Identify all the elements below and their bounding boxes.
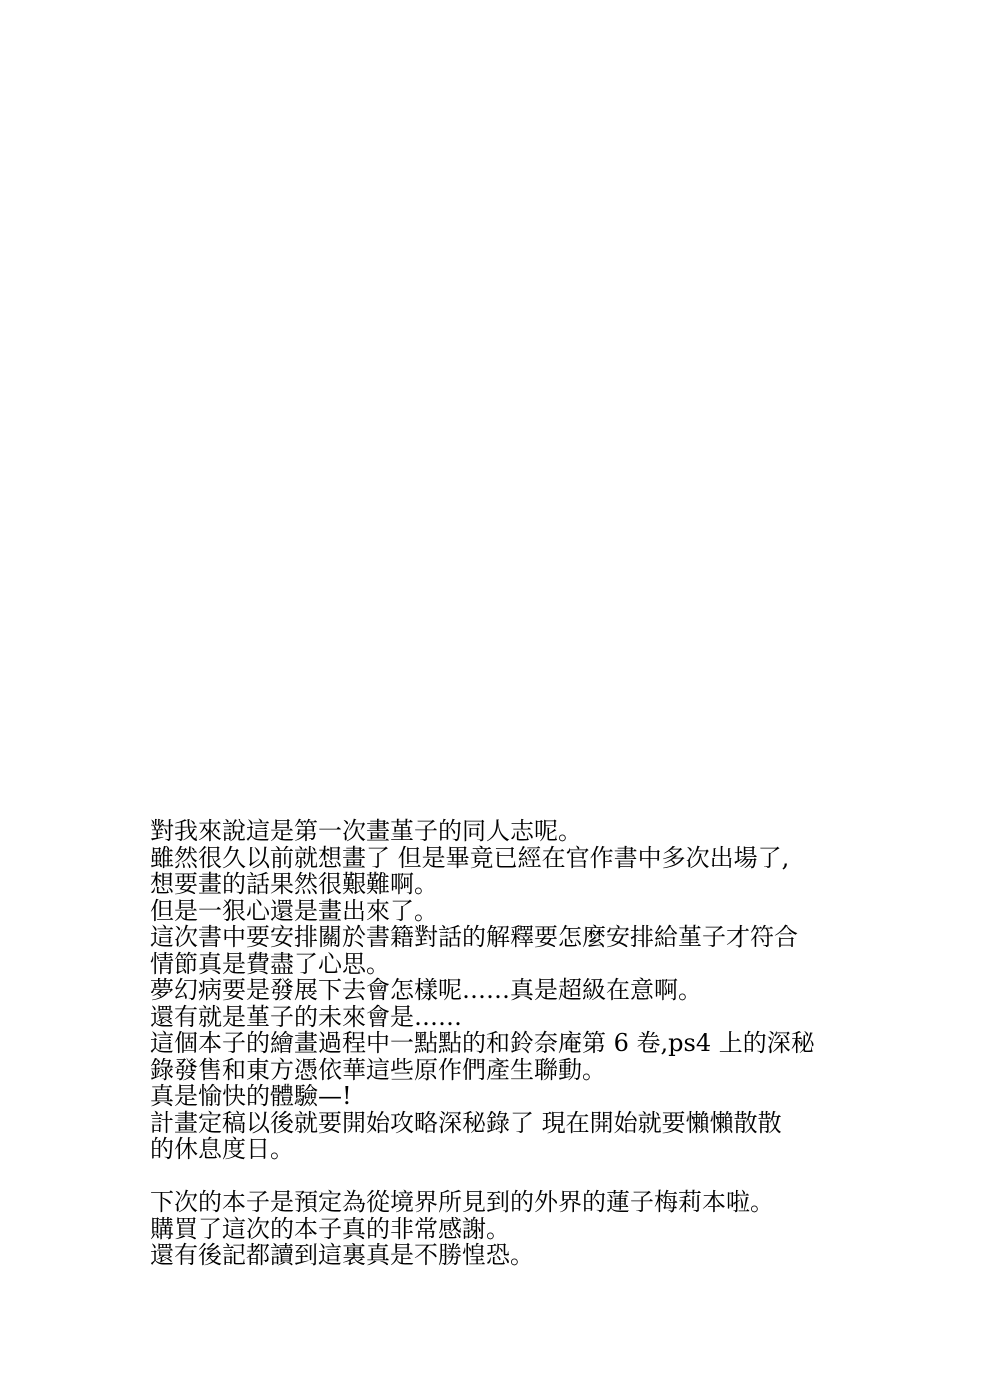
text-line: 這個本子的繪畫過程中一點點的和鈴奈庵第 6 卷,ps4 上的深秘 [150,1029,815,1057]
paragraph-spacer [150,1163,870,1190]
text-line: 情節真是費盡了心思。 [150,949,390,978]
text-line: 但是一狠心還是畫出來了。 [150,896,438,925]
text-line: 夢幻病要是發展下去會怎樣呢……真是超級在意啊。 [150,976,702,1004]
text-line: 錄發售和東方憑依華這些原作們產生聯動。 [150,1055,606,1084]
text-line: 計畫定稿以後就要開始攻略深秘錄了 現在開始就要懶懶散散 [150,1108,782,1137]
text-line: 還有就是堇子的未來會是…… [150,1002,462,1031]
text-line: 這次書中要安排關於書籍對話的解釋要怎麼安排給堇子才符合 [150,923,798,951]
text-line: 下次的本子是預定為從境界所見到的外界的蓮子梅莉本啦。 [150,1188,774,1216]
text-line: 的休息度日。 [150,1135,294,1163]
text-line: 還有後記都讀到這裏真是不勝惶恐。 [150,1241,534,1269]
text-line: 想要畫的話果然很艱難啊。 [150,870,438,898]
text-line: 真是愉快的體驗—! [150,1082,352,1110]
afterword-text-block [150,818,870,1269]
text-line: 對我來說這是第一次畫堇子的同人志呢。 [150,817,582,845]
text-line: 雖然很久以前就想畫了 但是畢竟已經在官作書中多次出場了, [150,843,790,872]
text-line: 購買了這次的本子真的非常感謝。 [150,1214,510,1243]
